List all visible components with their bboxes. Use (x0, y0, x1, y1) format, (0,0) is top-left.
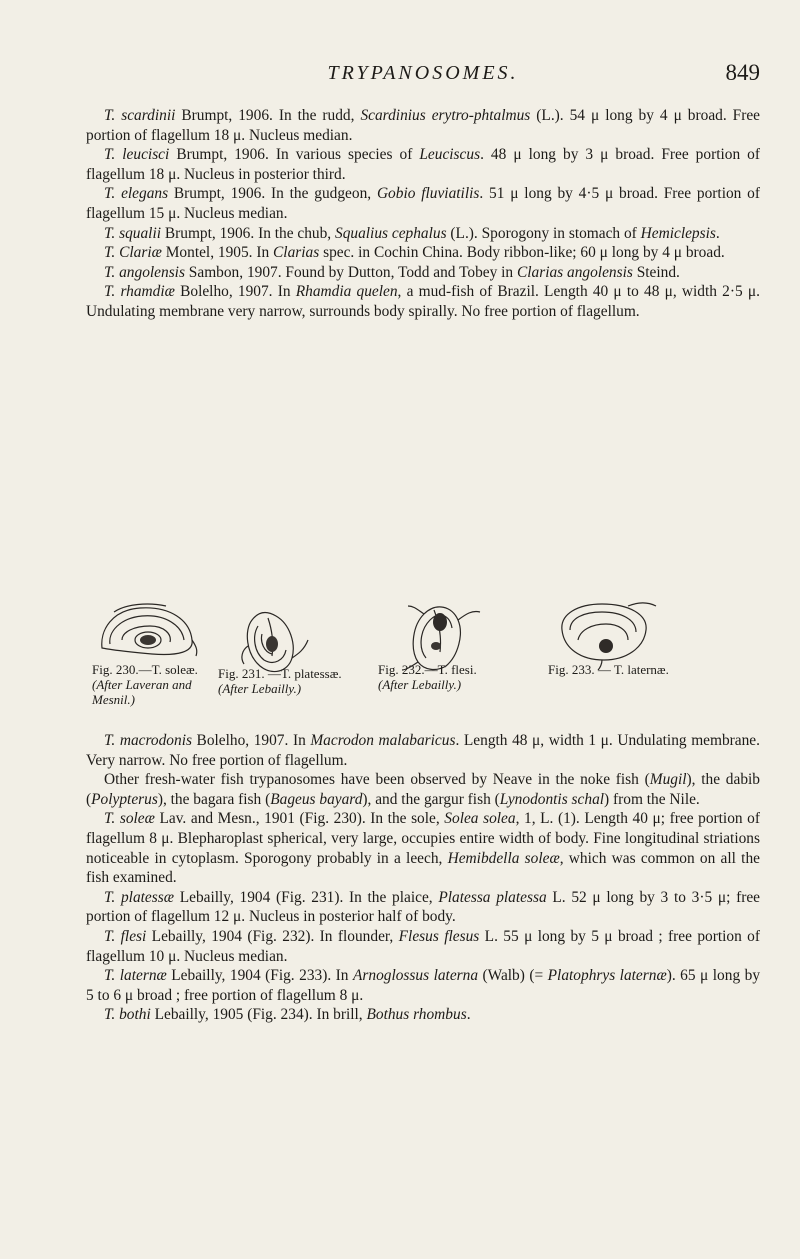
page-number: 849 (725, 60, 760, 85)
paragraph: T. laternæ Lebailly, 1904 (Fig. 233). In Arnoglossus laterna (Walb) (= Platophrys laternæ). 65 μ long by 5 to 6 μ broad ; free portion of flagellum 8 μ. (86, 967, 761, 1004)
figure-caption: Fig. 232.—T. flesi. (After Lebailly.) (378, 662, 477, 692)
paragraph: T. platessæ Lebailly, 1904 (Fig. 231). In the plaice, Platessa platessa L. 52 μ long by 3 to 3·5 μ; free portion of flagellum 12 μ. Nucleus in posterior half of body. (86, 888, 760, 926)
paragraph: T. leucisci Brumpt, 1906. In various species of Leuciscus. 48 μ long by 3 μ broad. Free portion of flagellum 18 μ. Nucleus in posterior third. (86, 146, 760, 183)
figure-232 (378, 600, 488, 692)
paragraph: T. bothi Lebailly, 1905 (Fig. 234). In brill, Bothus rhombus. (104, 1006, 471, 1024)
trypanosome-illustration (548, 600, 658, 670)
figure-caption: Fig. 230.—T. soleæ. (After Laveran and Mesnil.) (92, 662, 198, 707)
paragraph: T. elegans Brumpt, 1906. In the gudgeon, Gobio fluviatilis. 51 μ long by 4·5 μ broad. Free portion of flagellum 15 μ. Nucleus median. (86, 185, 760, 222)
figure-230 (92, 600, 202, 707)
figure-231 (218, 600, 342, 696)
paragraph: T. Clariæ Montel, 1905. In Clarias spec. in Cochin China. Body ribbon-like; 60 μ long by 4 μ broad. (104, 244, 725, 262)
paragraph: T. squalii Brumpt, 1906. In the chub, Squalius cephalus (L.). Sporogony in stomach of Hemiclepsis. (104, 224, 720, 242)
paragraph: T. macrodonis Bolelho, 1907. In Macrodon malabaricus. Length 48 μ, width 1 μ. Undulating membrane. Very narrow. No free portion of flagellum. (86, 732, 760, 769)
figure-233 (548, 600, 669, 677)
paragraph: T. scardinii Brumpt, 1906. In the rudd, Scardinius erytro-phtalmus (L.). 54 μ long by 4 μ broad. Free portion of flagellum 18 μ. Nucleus median. (86, 107, 761, 144)
paragraph: T. flesi Lebailly, 1904 (Fig. 232). In flounder, Flesus flesus L. 55 μ long by 5 μ broad ; free portion of flagellum 10 μ. Nucleus median. (86, 927, 760, 965)
paragraph: T. angolensis Sambon, 1907. Found by Dutton, Todd and Tobey in Clarias angolensis Steind. (104, 263, 680, 281)
text-block-upper (86, 106, 760, 322)
page-header (86, 60, 760, 96)
paragraph: T. rhamdiæ Bolelho, 1907. In Rhamdia quelen, a mud-fish of Brazil. Length 40 μ to 48 μ, width 2·5 μ. Undulating membrane very narrow, surrounds body spirally. No free portion of flagellum. (86, 283, 760, 320)
figure-row (92, 600, 762, 724)
trypanosome-illustration (92, 600, 202, 660)
paragraph: T. soleæ Lav. and Mesn., 1901 (Fig. 230). In the sole, Solea solea, 1, L. (1). Length 40 μ; free portion of flagellum 8 μ. Blepharoplast spherical, very large, occupies entire width of body. Fine longitudinal striations noticeable in cytoplasm. Sporogony probably in a leech, Hemibdella soleæ, which was common on all the fish examined. (86, 810, 761, 887)
figure-caption: Fig. 233. — T. laternæ. (548, 662, 669, 677)
running-title: TRYPANOSOMES. (327, 62, 519, 84)
figure-caption: Fig. 231. —T. platessæ. (After Lebailly.) (218, 666, 342, 696)
paragraph: Other fresh-water fish trypanosomes have been observed by Neave in the noke fish (Mugil), the dabib (Polypterus), the bagara fish (Bageus bayard), and the gargur fish (Lynodontis schal) from the Nile. (86, 771, 760, 808)
text-block-lower (86, 731, 760, 1025)
